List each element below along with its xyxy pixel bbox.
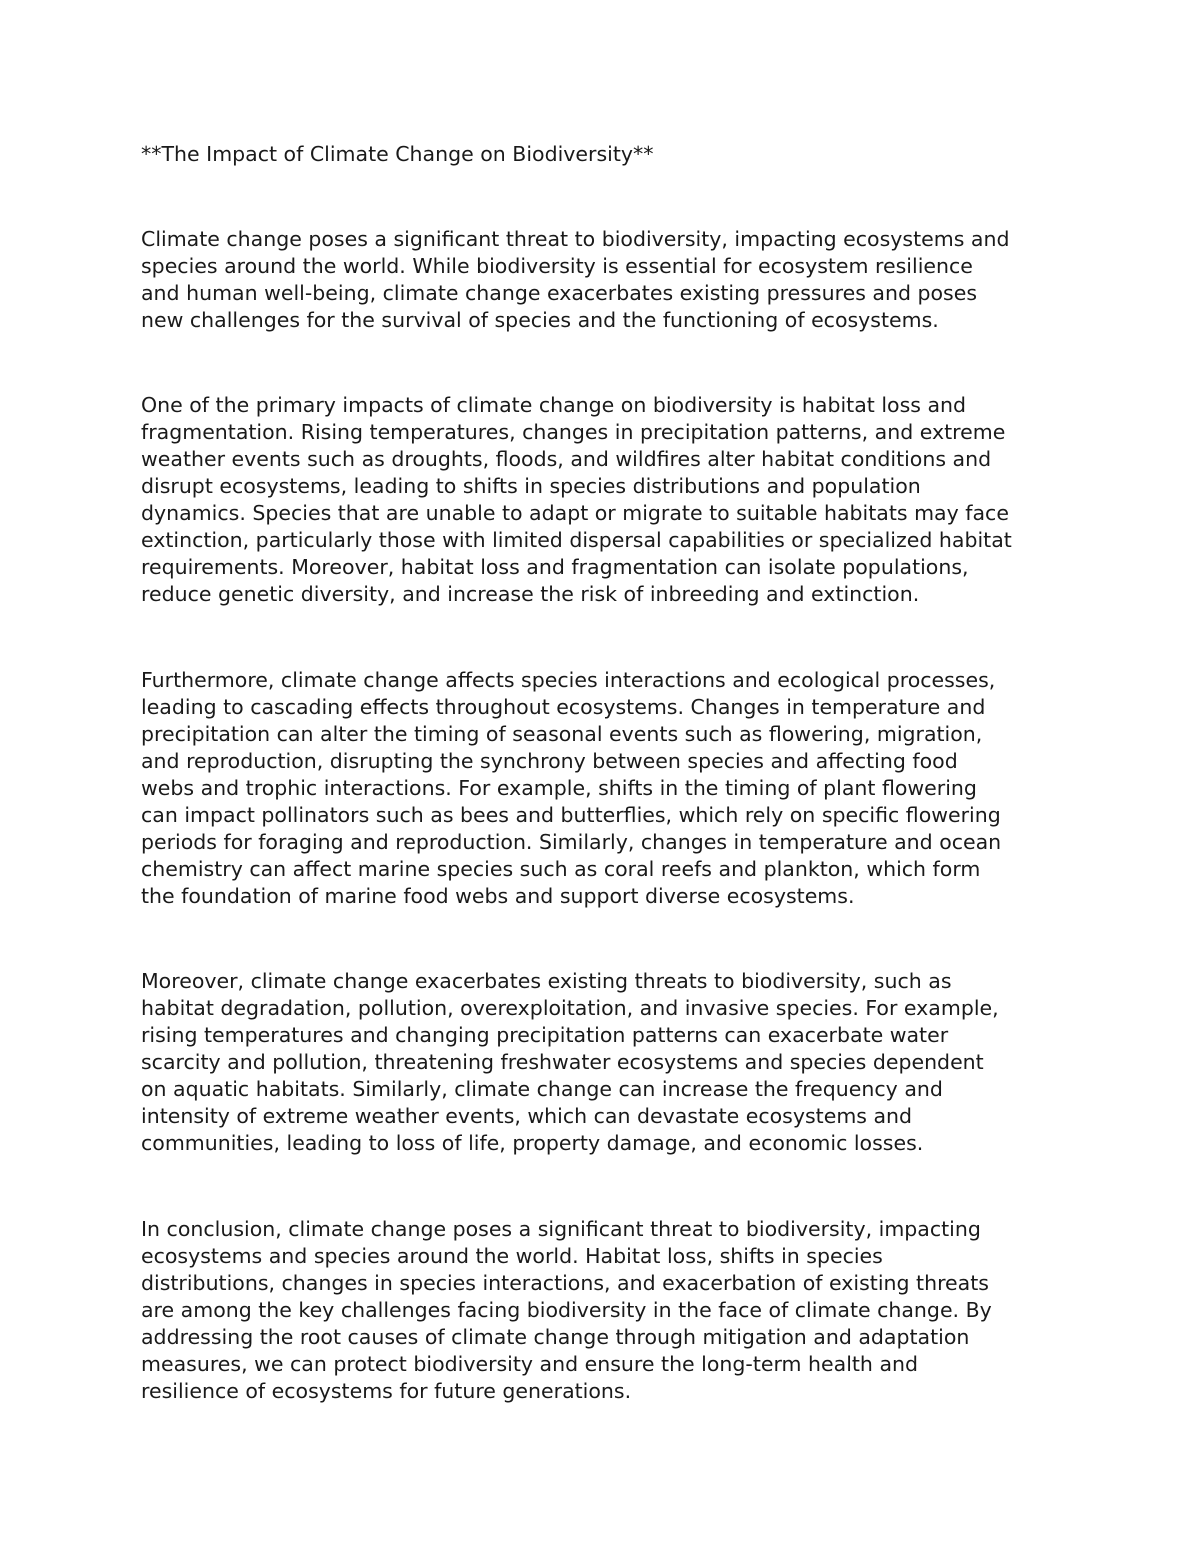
paragraph-5-line: addressing the root causes of climate change through mitigation and adaptation [141, 1325, 970, 1349]
paragraph-4-line: communities, leading to loss of life, property damage, and economic losses. [141, 1131, 924, 1155]
paragraph-3-line: periods for foraging and reproduction. Similarly, changes in temperature and ocean [141, 830, 1002, 854]
paragraph-4-line: on aquatic habitats. Similarly, climate change can increase the frequency and [141, 1077, 943, 1101]
paragraph-3-line: can impact pollinators such as bees and butterflies, which rely on specific flowering [141, 803, 1001, 827]
paragraph-5-line: are among the key challenges facing biodiversity in the face of climate change. By [141, 1298, 992, 1322]
paragraph-5-line: In conclusion, climate change poses a significant threat to biodiversity, impacting [141, 1217, 981, 1241]
paragraph-1-line: new challenges for the survival of species and the functioning of ecosystems. [141, 308, 939, 332]
paragraph-4-line: habitat degradation, pollution, overexploitation, and invasive species. For example, [141, 996, 999, 1020]
paragraph-3-line: webs and trophic interactions. For example, shifts in the timing of plant flowering [141, 776, 977, 800]
document-title: **The Impact of Climate Change on Biodiversity** [141, 142, 654, 166]
paragraph-2-line: requirements. Moreover, habitat loss and fragmentation can isolate populations, [141, 555, 969, 579]
paragraph-2-line: weather events such as droughts, floods, and wildfires alter habitat conditions and [141, 447, 992, 471]
paragraph-3-line: Furthermore, climate change affects species interactions and ecological processes, [141, 668, 996, 692]
paragraph-2-line: dynamics. Species that are unable to adapt or migrate to suitable habitats may face [141, 501, 1009, 525]
paragraph-5-line: measures, we can protect biodiversity and ensure the long-term health and [141, 1352, 919, 1376]
paragraph-3-line: chemistry can affect marine species such as coral reefs and plankton, which form [141, 857, 981, 881]
paragraph-4-line: scarcity and pollution, threatening freshwater ecosystems and species dependent [141, 1050, 984, 1074]
paragraph-1-line: and human well-being, climate change exacerbates existing pressures and poses [141, 281, 978, 305]
paragraph-2-line: One of the primary impacts of climate change on biodiversity is habitat loss and [141, 393, 967, 417]
paragraph-4-line: intensity of extreme weather events, which can devastate ecosystems and [141, 1104, 913, 1128]
paragraph-2-line: fragmentation. Rising temperatures, changes in precipitation patterns, and extreme [141, 420, 1006, 444]
paragraph-5-line: resilience of ecosystems for future generations. [141, 1379, 632, 1403]
paragraph-2-line: extinction, particularly those with limited dispersal capabilities or specialized habitat [141, 528, 1012, 552]
paragraph-2-line: reduce genetic diversity, and increase the risk of inbreeding and extinction. [141, 582, 920, 606]
paragraph-5-line: distributions, changes in species interactions, and exacerbation of existing threats [141, 1271, 989, 1295]
paragraph-4-line: Moreover, climate change exacerbates existing threats to biodiversity, such as [141, 969, 952, 993]
paragraph-2-line: disrupt ecosystems, leading to shifts in species distributions and population [141, 474, 921, 498]
paragraph-4-line: rising temperatures and changing precipitation patterns can exacerbate water [141, 1023, 949, 1047]
paragraph-3-line: and reproduction, disrupting the synchrony between species and affecting food [141, 749, 958, 773]
paragraph-1-line: species around the world. While biodiversity is essential for ecosystem resilience [141, 254, 973, 278]
paragraph-3-line: precipitation can alter the timing of seasonal events such as flowering, migration, [141, 722, 983, 746]
paragraph-3-line: the foundation of marine food webs and support diverse ecosystems. [141, 884, 855, 908]
paragraph-3-line: leading to cascading effects throughout ecosystems. Changes in temperature and [141, 695, 986, 719]
paragraph-1-line: Climate change poses a significant threat to biodiversity, impacting ecosystems and [141, 227, 1010, 251]
paragraph-5-line: ecosystems and species around the world. Habitat loss, shifts in species [141, 1244, 883, 1268]
